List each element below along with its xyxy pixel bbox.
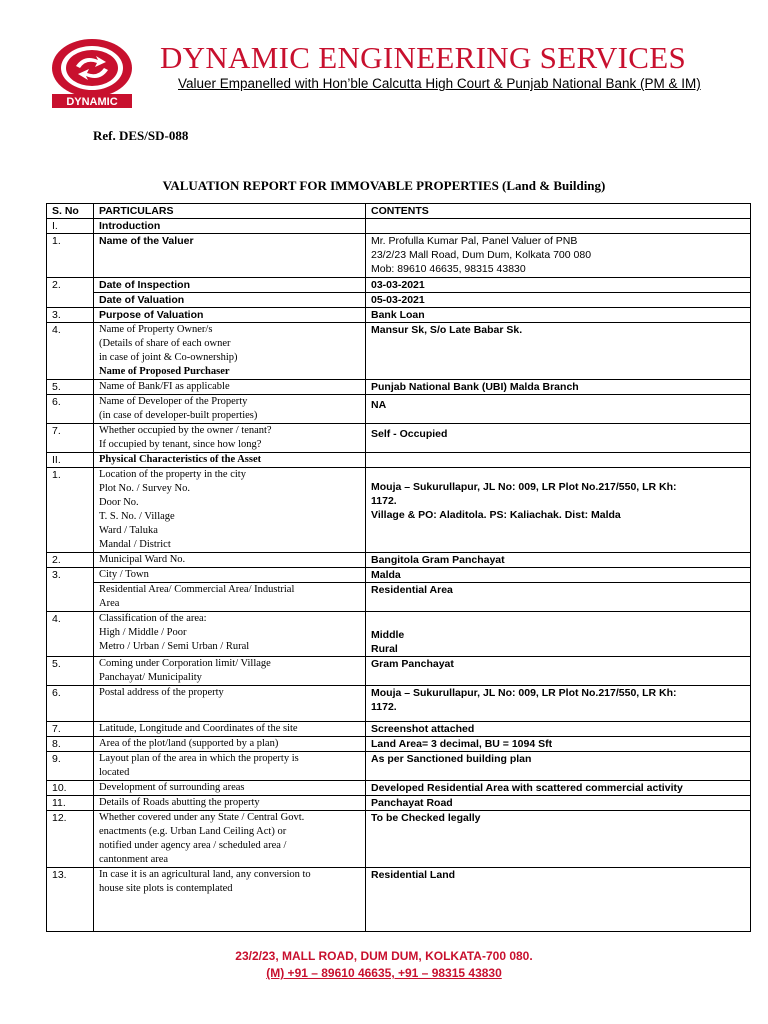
footer-phones: (M) +91 – 89610 46635, +91 – 98315 43830 xyxy=(266,966,502,980)
table-row xyxy=(47,380,751,395)
row-value: Residential Land xyxy=(366,868,751,932)
row-label: Date of Valuation xyxy=(94,293,366,308)
row-value: Punjab National Bank (UBI) Malda Branch xyxy=(366,380,751,395)
section-label: Physical Characteristics of the Asset xyxy=(94,453,366,468)
row-label: Purpose of Valuation xyxy=(94,308,366,323)
table-row xyxy=(47,424,751,453)
table-row xyxy=(47,308,751,323)
table-row xyxy=(47,219,751,234)
valuer-details: Mr. Profulla Kumar Pal, Panel Valuer of PNB 23/2/23 Mall Road, Dum Dum, Kolkata 700 080 Mob: 89610 46635, 98315 43830 xyxy=(366,234,751,278)
row-sno: II. xyxy=(47,453,94,468)
row-sno: 4. xyxy=(47,612,94,657)
table-row xyxy=(47,686,751,722)
valuation-date: 05-03-2021 xyxy=(366,293,751,308)
row-value: Malda xyxy=(366,568,751,583)
table-row xyxy=(47,293,751,308)
table-row xyxy=(47,395,751,424)
row-sno: 3. xyxy=(47,308,94,323)
table-row xyxy=(47,752,751,781)
row-sno: 13. xyxy=(47,868,94,932)
table-row xyxy=(47,737,751,752)
row-value: Bangitola Gram Panchayat xyxy=(366,553,751,568)
row-value: Bank Loan xyxy=(366,308,751,323)
row-value: Screenshot attached xyxy=(366,722,751,737)
table-row xyxy=(47,868,751,932)
reference-number: Ref. DES/SD-088 xyxy=(93,128,189,143)
header-particulars: PARTICULARS xyxy=(94,204,366,219)
table-row xyxy=(47,583,751,612)
table-row xyxy=(47,468,751,553)
table-row xyxy=(47,234,751,278)
row-sno: 10. xyxy=(47,781,94,796)
table-header-row xyxy=(47,204,751,219)
row-sno: 2. xyxy=(47,278,94,308)
row-label: City / Town xyxy=(94,568,366,583)
row-value: Residential Area xyxy=(366,583,751,612)
footer-address: 23/2/23, MALL ROAD, DUM DUM, KOLKATA-700 080. xyxy=(235,949,533,963)
row-label: Whether covered under any State / Central Govt. enactments (e.g. Urban Land Ceiling Act) or notified under agency area / scheduled area / cantonment area xyxy=(94,811,366,868)
row-value: As per Sanctioned building plan xyxy=(366,752,751,781)
row-label: Date of Inspection xyxy=(94,278,366,293)
row-value: NA xyxy=(366,395,751,424)
row-label: Name of Developer of the Property (in case of developer-built properties) xyxy=(94,395,366,424)
row-label: Postal address of the property xyxy=(94,686,366,722)
row-value: Gram Panchayat xyxy=(366,657,751,686)
report-title: VALUATION REPORT FOR IMMOVABLE PROPERTIES (Land & Building) xyxy=(162,178,606,193)
row-sno: 11. xyxy=(47,796,94,811)
row-sno: 1. xyxy=(47,234,94,278)
valuation-table xyxy=(46,203,751,932)
row-sno: 4. xyxy=(47,323,94,380)
table-row xyxy=(47,722,751,737)
row-label: Latitude, Longitude and Coordinates of the site xyxy=(94,722,366,737)
row-value: Land Area= 3 decimal, BU = 1094 Sft xyxy=(366,737,751,752)
row-label: Whether occupied by the owner / tenant? If occupied by tenant, since how long? xyxy=(94,424,366,453)
row-label: Name of Property Owner/s (Details of share of each owner in case of joint & Co-ownership) Name of Proposed Purchaser xyxy=(94,323,366,380)
row-label: Coming under Corporation limit/ Village Panchayat/ Municipality xyxy=(94,657,366,686)
row-sno: 6. xyxy=(47,395,94,424)
table-row xyxy=(47,323,751,380)
row-sno: 1. xyxy=(47,468,94,553)
row-sno: 7. xyxy=(47,722,94,737)
row-label: Classification of the area: High / Middle / Poor Metro / Urban / Semi Urban / Rural xyxy=(94,612,366,657)
row-sno: 5. xyxy=(47,380,94,395)
row-value: To be Checked legally xyxy=(366,811,751,868)
row-label: Name of the Valuer xyxy=(94,234,366,278)
table-row xyxy=(47,278,751,293)
row-label: Name of Bank/FI as applicable xyxy=(94,380,366,395)
row-label: Development of surrounding areas xyxy=(94,781,366,796)
property-location: Mouja – Sukurullapur, JL No: 009, LR Plot No.217/550, LR Kh: 1172. Village & PO: Aladitola. PS: Kaliachak. Dist: Malda xyxy=(366,468,751,553)
table-row xyxy=(47,612,751,657)
company-tagline: Valuer Empanelled with Hon’ble Calcutta High Court & Punjab National Bank (PM & IM) xyxy=(178,76,701,91)
row-sno: 12. xyxy=(47,811,94,868)
table-row xyxy=(47,811,751,868)
owner-name: Mansur Sk, S/o Late Babar Sk. xyxy=(366,323,751,380)
row-sno: 7. xyxy=(47,424,94,453)
table-row xyxy=(47,568,751,583)
area-classification: Middle Rural xyxy=(366,612,751,657)
svg-text:DYNAMIC: DYNAMIC xyxy=(66,96,118,108)
row-value: Developed Residential Area with scattered commercial activity xyxy=(366,781,751,796)
table-row xyxy=(47,553,751,568)
company-logo xyxy=(50,38,134,110)
table-row xyxy=(47,796,751,811)
row-label: Location of the property in the city Plot No. / Survey No. Door No. T. S. No. / Village Ward / Taluka Mandal / District xyxy=(94,468,366,553)
row-label: Municipal Ward No. xyxy=(94,553,366,568)
table-row xyxy=(47,657,751,686)
row-label: Residential Area/ Commercial Area/ Industrial Area xyxy=(94,583,366,612)
row-sno: 5. xyxy=(47,657,94,686)
company-name: DYNAMIC ENGINEERING SERVICES xyxy=(160,40,687,75)
row-label: Details of Roads abutting the property xyxy=(94,796,366,811)
header-contents: CONTENTS xyxy=(366,204,751,219)
inspection-date: 03-03-2021 xyxy=(366,278,751,293)
table-row xyxy=(47,453,751,468)
row-sno: 9. xyxy=(47,752,94,781)
row-value: Self - Occupied xyxy=(366,424,751,453)
table-row xyxy=(47,781,751,796)
row-label: Area of the plot/land (supported by a plan) xyxy=(94,737,366,752)
row-sno: 6. xyxy=(47,686,94,722)
postal-address: Mouja – Sukurullapur, JL No: 009, LR Plot No.217/550, LR Kh: 1172. xyxy=(366,686,751,722)
row-sno: 8. xyxy=(47,737,94,752)
row-sno: 3. xyxy=(47,568,94,612)
row-label: Layout plan of the area in which the property is located xyxy=(94,752,366,781)
row-sno: 2. xyxy=(47,553,94,568)
section-label: Introduction xyxy=(94,219,366,234)
row-label: In case it is an agricultural land, any conversion to house site plots is contemplated xyxy=(94,868,366,932)
header-sno: S. No xyxy=(47,204,94,219)
row-sno: I. xyxy=(47,219,94,234)
row-value: Panchayat Road xyxy=(366,796,751,811)
